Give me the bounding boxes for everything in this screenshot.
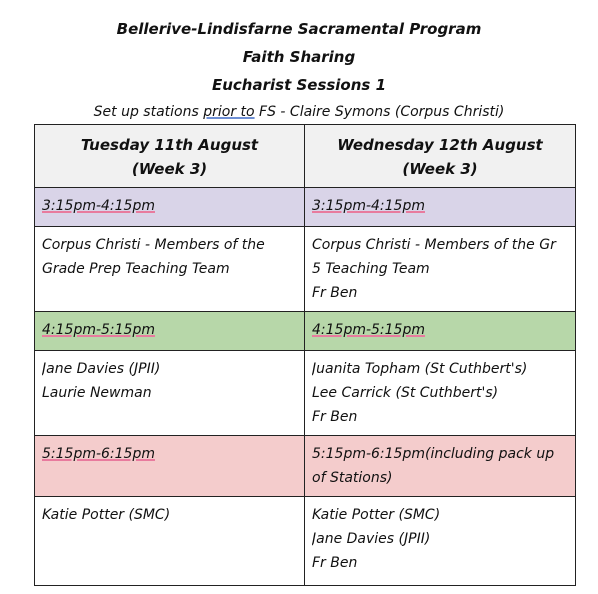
- time-row: [35, 188, 576, 227]
- staff-line: Corpus Christi - Members of the Gr: [312, 237, 556, 253]
- time-cell: [35, 436, 305, 497]
- staff-line: Lee Carrick (St Cuthbert's): [312, 385, 499, 401]
- time-cell: [305, 312, 576, 351]
- setup-note-end: FS - Claire Symons (Corpus Christi): [254, 104, 505, 120]
- time-slot: 4:15pm-5:15pm: [312, 322, 425, 338]
- setup-note: [0, 102, 598, 122]
- program-title: Bellerive-Lindisfarne Sacramental Program: [116, 20, 482, 38]
- staff-cell: [35, 497, 305, 586]
- staff-line: Katie Potter (SMC): [312, 507, 441, 523]
- column-week: (Week 3): [402, 160, 478, 178]
- staff-line: Laurie Newman: [42, 385, 152, 401]
- program-subtitle: Faith Sharing: [242, 48, 356, 66]
- time-cell: [35, 188, 305, 227]
- staff-line: Jane Davies (JPII): [42, 361, 161, 377]
- staff-row: [35, 351, 576, 436]
- time-row: [35, 312, 576, 351]
- staff-cell: [35, 227, 305, 312]
- staff-line: Grade Prep Teaching Team: [42, 261, 230, 277]
- header-row: [35, 125, 576, 188]
- staff-cell: [305, 227, 576, 312]
- staff-line: Fr Ben: [312, 285, 358, 301]
- time-row: [35, 436, 576, 497]
- staff-line: Katie Potter (SMC): [42, 507, 171, 523]
- time-cell: [35, 312, 305, 351]
- staff-row: [35, 227, 576, 312]
- time-slot: 3:15pm-4:15pm: [312, 198, 425, 214]
- time-cell: [305, 188, 576, 227]
- column-day: Wednesday 12th August: [337, 136, 543, 154]
- staff-cell: [35, 351, 305, 436]
- time-slot: 5:15pm-6:15pm: [42, 446, 155, 462]
- column-header-wednesday: [305, 125, 576, 188]
- setup-note-start: Set up stations: [93, 104, 204, 120]
- time-slot: 4:15pm-5:15pm: [42, 322, 155, 338]
- staff-line: Fr Ben: [312, 555, 358, 571]
- time-slot: 5:15pm-6:15pm(including pack up of Stations): [312, 446, 555, 486]
- column-header-tuesday: [35, 125, 305, 188]
- staff-line: 5 Teaching Team: [312, 261, 430, 277]
- time-slot: 3:15pm-4:15pm: [42, 198, 155, 214]
- column-day: Tuesday 11th August: [80, 136, 259, 154]
- staff-row: [35, 497, 576, 586]
- time-cell: [305, 436, 576, 497]
- staff-line: Fr Ben: [312, 409, 358, 425]
- session-title: Eucharist Sessions 1: [211, 76, 387, 94]
- staff-line: Juanita Topham (St Cuthbert's): [312, 361, 528, 377]
- schedule-table: [34, 124, 576, 586]
- column-week: (Week 3): [131, 160, 208, 178]
- staff-line: Jane Davies (JPII): [312, 531, 431, 547]
- staff-line: Corpus Christi - Members of the: [42, 237, 265, 253]
- setup-note-underlined: prior to: [203, 104, 255, 120]
- staff-cell: [305, 497, 576, 586]
- staff-cell: [305, 351, 576, 436]
